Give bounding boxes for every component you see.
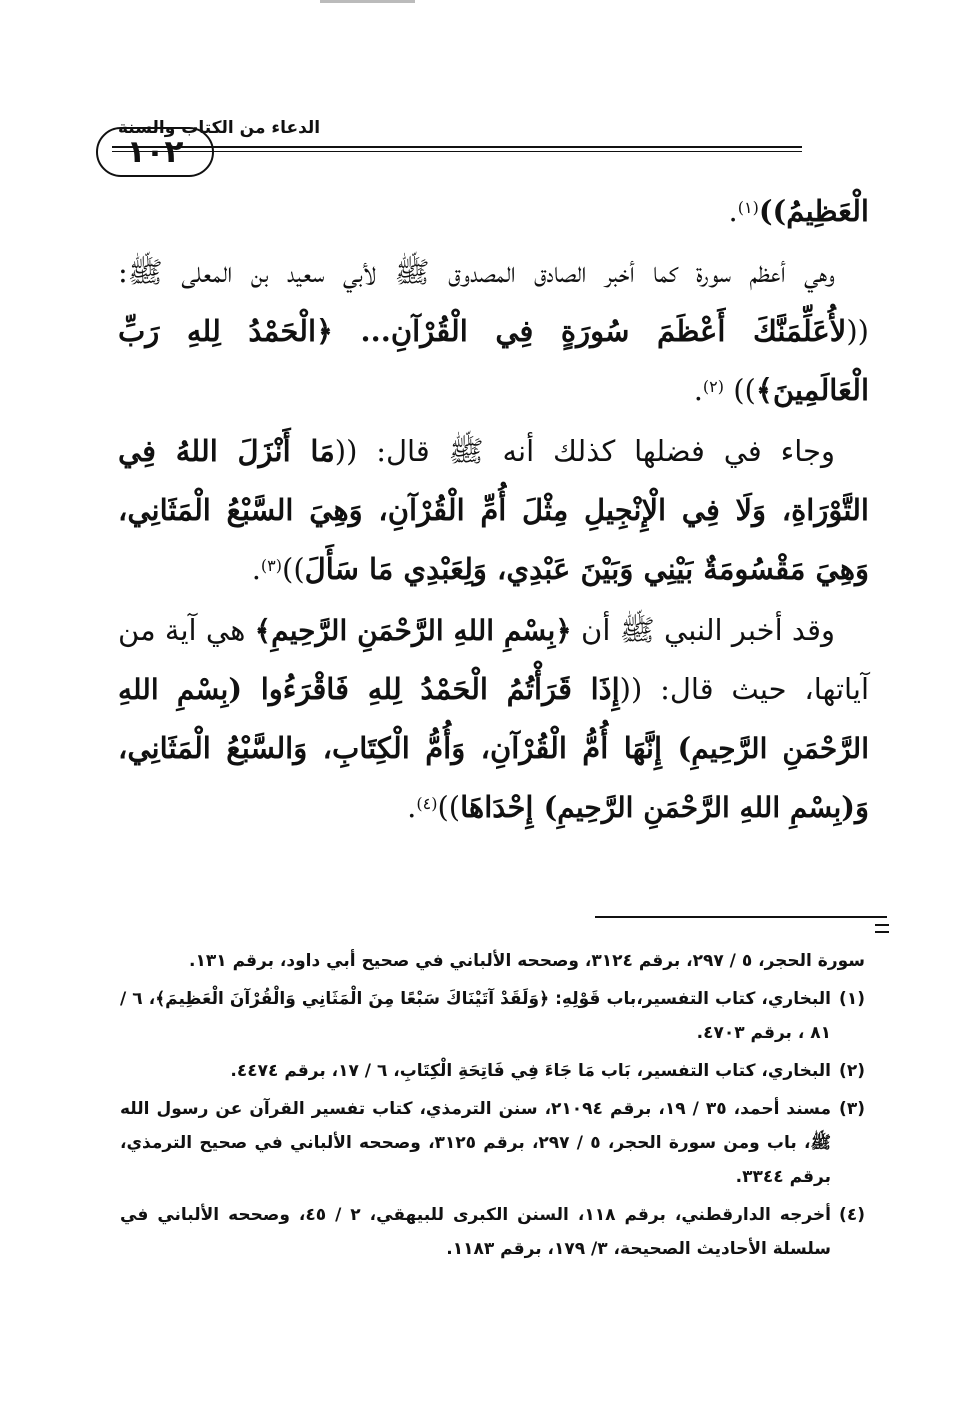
footnote-number: (٤): [839, 1205, 865, 1225]
header-rule: [112, 146, 802, 148]
footnotes: [120, 944, 865, 1270]
hadith-quote: لأُعَلِّمَنَّكَ أَعْظَمَ سُورَةٍ فِي الْقُرْآنِ... ﴿الْحَمْدُ لِلهِ رَبِّ الْعَالَمِينَ﴾: [118, 314, 869, 407]
scan-mark: [320, 0, 415, 3]
basmala-calligraphy: ﴿بِسْمِ اللهِ الرَّحْمَنِ الرَّحِيمِ﴾: [254, 614, 572, 647]
period: .: [728, 194, 738, 228]
quote-close: )): [437, 790, 461, 824]
hadith-quote: ) إِحْدَاهَا: [460, 790, 558, 824]
paragraph-text: وقد أخبر النبي ﷺ أن: [581, 613, 836, 647]
footnote-text: البخاري، كتاب التفسير، بَاب مَا جَاءَ فِي فَاتِحَةِ الْكِتَابِ، ٦ / ١٧، برقم ٤٤٧٤.: [230, 1061, 831, 1081]
footnote-continuation-mark: [875, 924, 889, 926]
hadith-quote: ) إِنَّهَا أُمُّ الْقُرْآنِ، وَأُمُّ الْكِتَابِ، وَالسَّبْعُ الْمَثَانِي، وَ(: [118, 731, 869, 824]
footnote-separator: [595, 916, 887, 918]
paragraph-basmala: [118, 601, 869, 837]
period: .: [693, 373, 703, 407]
period: .: [251, 552, 261, 586]
paragraph-text: وجاء في فضلها كذلك أنه ﷺ قال: ((: [334, 434, 835, 468]
paragraph-text: وهي أعظم سورة كما أخبر الصادق المصدوق ﷺ لأبي سعيد بن المعلى ﷺ: ((: [118, 255, 869, 348]
footnote-continuation: سورة الحجر، ٥ / ٢٩٧، برقم ٣١٢٤، وصححه الألباني في صحيح أبي داود، برقم ١٣١.: [189, 951, 865, 971]
quote-close: )): [733, 373, 756, 407]
footnote-ref: (١): [737, 198, 759, 217]
hadith-quote: إِذَا قَرَأْتُمُ الْحَمْدُ لِلهِ فَاقْرَءُوا (: [228, 672, 620, 706]
footnote-text: مسند أحمد، ٣٥ / ١٩، برقم ٢١٠٩٤، سنن الترمذي، كتاب تفسير القرآن عن رسول الله ﷺ، باب ومن سورة الحجر، ٥ / ٢٩٧، برقم ٣١٢٥، وصححه الألباني في صحيح الترمذي، برقم ٣٣٤٤.: [120, 1099, 832, 1187]
footnote-continuation-mark: [875, 931, 889, 933]
footnote-item: [120, 1054, 865, 1088]
footnote-number: (١): [839, 989, 865, 1009]
paragraph-greatest-surah: [118, 243, 869, 420]
footnote-number: (٣): [839, 1099, 865, 1119]
paragraph-continuation: [118, 182, 869, 241]
hadith-quote: مَا أَنْزَلَ اللهُ فِي التَّوْرَاةِ، وَلَا فِي الْإِنْجِيلِ مِثْلَ أُمِّ الْقُرْآنِ، وَهِيَ السَّبْعُ الْمَثَانِي، وَهِيَ مَقْسُومَةٌ بَيْنِي وَبَيْنَ عَبْدِي، وَلِعَبْدِي مَا سَأَلَ: [118, 434, 869, 586]
period: .: [407, 790, 417, 824]
footnote-item: [120, 1092, 865, 1194]
footnote-ref: (٢): [702, 377, 724, 396]
main-text: [118, 182, 869, 839]
quote-close: )): [282, 552, 305, 586]
footnote-ref: (٤): [416, 794, 438, 813]
running-header-title: الدعاء من الكتاب والسنة: [118, 118, 321, 138]
footnote-text: أخرجه الدارقطني، برقم ١١٨، السنن الكبرى للبيهقي، ٢ / ٤٥، وصححه الألباني في سلسلة الأحاديث الصحيحة، ٣/ ١٧٩، برقم ١١٨٣.: [120, 1205, 831, 1259]
footnote-number: (٢): [839, 1061, 865, 1081]
basmala-calligraphy: بِسْمِ اللهِ الرَّحْمَنِ الرَّحِيمِ: [118, 673, 869, 765]
basmala-calligraphy: بِسْمِ اللهِ الرَّحْمَنِ الرَّحِيمِ: [557, 791, 842, 824]
paragraph-text: هي آية من آياتها، حيث قال: ((: [118, 613, 869, 706]
page-number: [127, 137, 184, 168]
footnote-item: [120, 1198, 865, 1266]
paragraph-virtue: [118, 422, 869, 599]
footnote-ref: (٣): [260, 556, 283, 575]
header-rule-thin: [112, 151, 802, 152]
footnote-text: البخاري، كتاب التفسير،باب قَوْلِهِ: ﴿وَلَقَدْ آتَيْنَاكَ سَبْعًا مِنَ الْمَثَانِي وَالْقُرْآنَ الْعَظِيمَ﴾، ٦ / ٨١ ، برقم ٤٧٠٣.: [120, 989, 831, 1043]
footnote-item: [120, 982, 865, 1050]
quote-text: الْعَظِيمُ)): [758, 194, 869, 228]
